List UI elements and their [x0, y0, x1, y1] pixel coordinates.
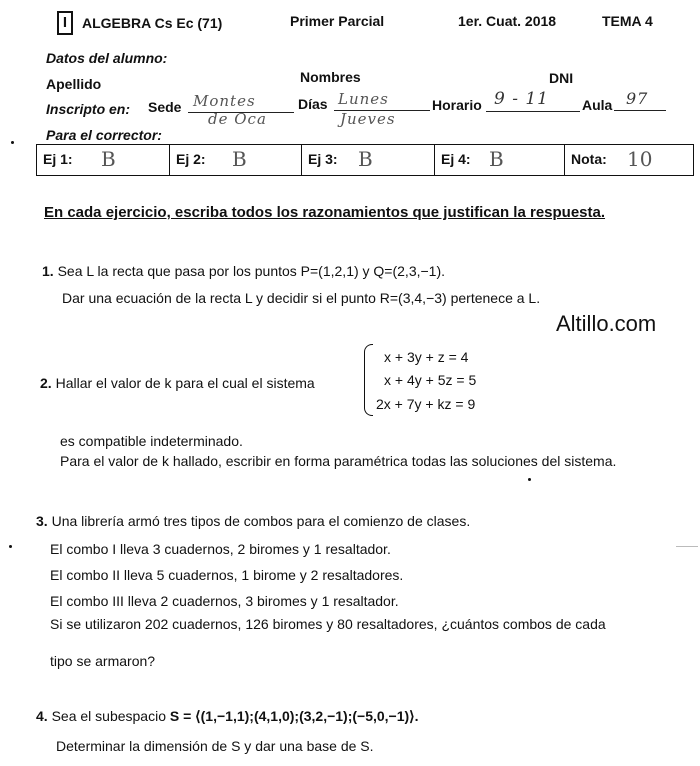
grade-mark: B [358, 147, 373, 171]
subspace-definition: S = ⟨(1,−1,1);(4,1,0);(3,2,−1);(−5,0,−1)⟩. [169, 708, 419, 724]
grade-cell-ej2 [170, 145, 302, 175]
sede-value-line1: Montes [193, 92, 256, 110]
grade-mark: B [101, 147, 116, 171]
question-3-line2: El combo I lleva 3 cuadernos, 2 biromes y 1 resaltador. [50, 541, 391, 557]
aula-underline [614, 110, 666, 111]
instruction-text: En cada ejercicio, escriba todos los razonamientos que justifican la respuesta. [44, 204, 606, 221]
question-1 [42, 263, 445, 279]
question-3-line3: El combo II lleva 5 cuadernos, 1 birome y 2 resaltadores. [50, 567, 404, 583]
corrector-title: Para el corrector: [46, 127, 162, 143]
grade-cell-ej1 [37, 145, 170, 175]
question-3-line6: tipo se armaron? [50, 653, 156, 669]
exam-version-box: I [57, 11, 73, 35]
equation-3: 2x + 7y + kz = 9 [376, 396, 476, 412]
question-2-line3: Para el valor de k hallado, escribir en forma paramétrica todas las soluciones del sistema. [60, 453, 617, 469]
scan-speck [528, 478, 531, 481]
student-section-title: Datos del alumno: [46, 50, 168, 66]
scan-speck [9, 545, 12, 548]
question-text: Sea el subespacio [51, 708, 166, 724]
question-number: 1. [42, 263, 54, 279]
grade-label: Ej 1: [43, 151, 73, 167]
exam-term: 1er. Cuat. 2018 [458, 13, 557, 29]
horario-label: Horario [432, 97, 482, 113]
grade-mark: B [232, 147, 247, 171]
grade-cell-nota [565, 145, 693, 175]
exam-name: Primer Parcial [290, 13, 385, 29]
dias-label: Días [298, 96, 328, 112]
dias-value-line2: Jueves [340, 110, 396, 128]
equation-2: x + 4y + 5z = 5 [384, 372, 477, 388]
question-2-line2: es compatible indeterminado. [60, 433, 243, 449]
grade-label: Ej 3: [308, 151, 338, 167]
nombres-label: Nombres [300, 69, 361, 85]
question-text: Sea L la recta que pasa por los puntos P=(1,2,1) y Q=(2,3,−1). [57, 263, 446, 279]
question-number: 3. [36, 513, 48, 529]
question-3 [36, 513, 470, 529]
sede-underline [188, 112, 294, 113]
dni-label: DNI [549, 70, 574, 86]
question-3-line4: El combo III lleva 2 cuadernos, 3 biromes y 1 resaltador. [50, 593, 399, 609]
apellido-label: Apellido [46, 76, 102, 92]
watermark: Altillo.com [556, 311, 657, 336]
sede-label: Sede [148, 99, 182, 115]
horario-value: 9 - 11 [494, 89, 549, 109]
course-title: ALGEBRA Cs Ec (71) [82, 15, 223, 31]
grade-mark: 10 [627, 147, 653, 171]
grade-table [36, 144, 694, 176]
question-3-line5: Si se utilizaron 202 cuadernos, 126 biromes y 80 resaltadores, ¿cuántos combos de cada [50, 616, 606, 632]
question-number: 4. [36, 708, 48, 724]
scan-speck [11, 141, 14, 144]
scan-mark [676, 546, 698, 547]
question-4-line2: Determinar la dimensión de S y dar una base de S. [56, 738, 374, 754]
grade-mark: B [489, 147, 504, 171]
question-text: Una librería armó tres tipos de combos para el comienzo de clases. [51, 513, 471, 529]
horario-underline [486, 111, 580, 112]
question-1-line2: Dar una ecuación de la recta L y decidir si el punto R=(3,4,−3) pertenece a L. [62, 290, 541, 306]
inscripto-label: Inscripto en: [46, 101, 131, 117]
grade-label: Nota: [571, 151, 607, 167]
question-4 [36, 708, 419, 725]
question-text: Hallar el valor de k para el cual el sistema [55, 375, 315, 391]
grade-label: Ej 4: [441, 151, 471, 167]
grade-cell-ej4 [435, 145, 565, 175]
question-number: 2. [40, 375, 52, 391]
exam-tema: TEMA 4 [602, 13, 653, 29]
grade-label: Ej 2: [176, 151, 206, 167]
system-brace [364, 344, 373, 416]
aula-value: 97 [626, 89, 649, 108]
aula-label: Aula [582, 97, 613, 113]
sede-value-line2: de Oca [208, 110, 267, 128]
grade-cell-ej3 [302, 145, 435, 175]
dias-value-line1: Lunes [338, 90, 389, 108]
dias-underline [334, 110, 430, 111]
question-2 [40, 375, 315, 391]
equation-1: x + 3y + z = 4 [384, 349, 469, 365]
